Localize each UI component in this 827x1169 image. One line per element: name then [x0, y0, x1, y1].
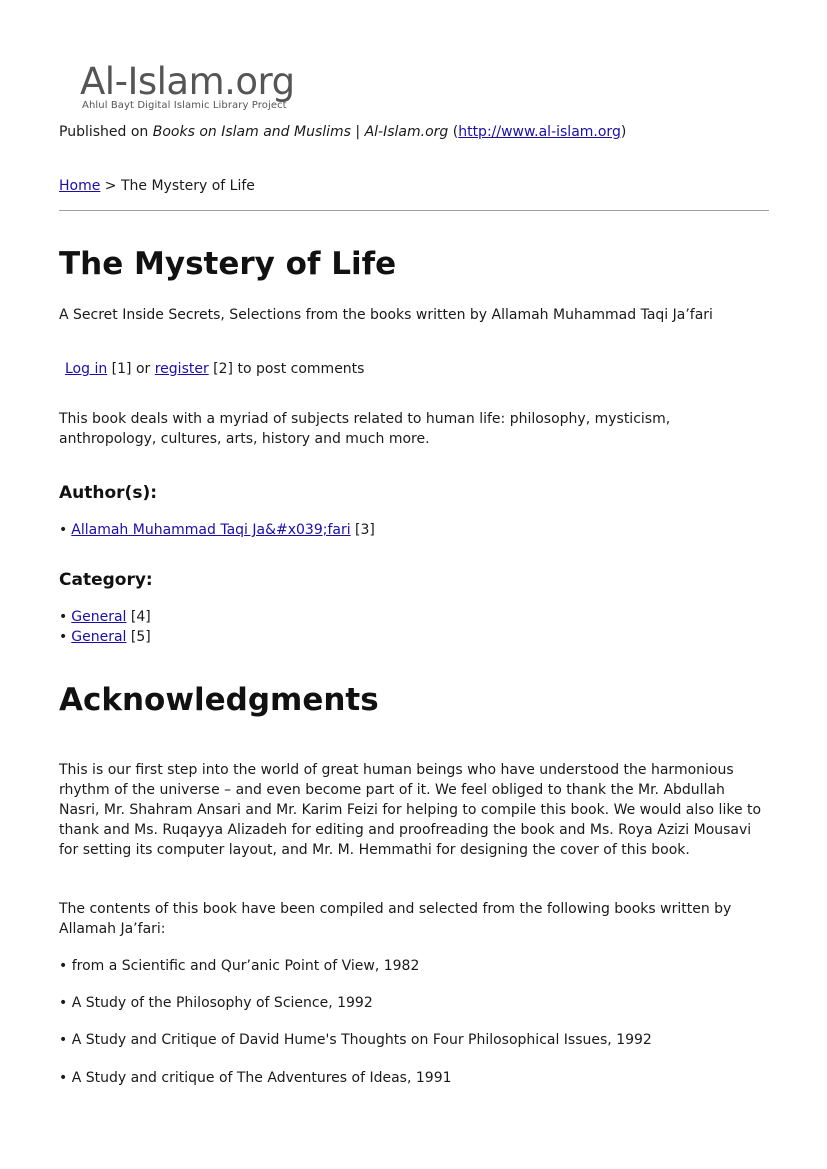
breadcrumb-separator: > — [100, 178, 121, 194]
published-close: ) — [620, 124, 627, 140]
breadcrumb — [59, 178, 255, 194]
sources-intro: The contents of this book have been compiled and selected from the following books written by Allamah Ja’fari: — [59, 901, 732, 937]
site-logo[interactable] — [80, 62, 320, 120]
bullet-icon: • — [59, 609, 68, 625]
book-subtitle: A Secret Inside Secrets, Selections from the books written by Allamah Muhammad Taqi Ja’fari — [59, 307, 713, 323]
source-book-item: • A Study of the Philosophy of Science, 1992 — [59, 995, 373, 1011]
book-description: This book deals with a myriad of subjects related to human life: philosophy, mysticism, anthropology, cultures, arts, history and much more. — [59, 411, 671, 447]
category-list — [59, 607, 151, 647]
login-ref: [1] or — [107, 361, 155, 377]
list-item — [59, 607, 151, 627]
acknowledgments-paragraph: This is our first step into the world of great human beings who have understood the harmonious rhythm of the universe – and even become part of it. We feel obliged to thank the Mr. Abdullah Nasri, Mr. Shahram Ansari and Mr. Karim Feizi for helping to compile this book. We would also like to thank and Ms. Ruqayya Alizadeh for editing and proofreading the book and Ms. Roya Azizi Mousavi for setting its computer layout, and Mr. M. Hemmathi for designing the cover of this book. — [59, 762, 762, 858]
published-line — [59, 124, 626, 140]
list-item — [59, 627, 151, 647]
login-line — [65, 359, 775, 379]
site-url-link[interactable]: http://www.al-islam.org — [458, 124, 621, 140]
breadcrumb-home-link[interactable]: Home — [59, 178, 101, 194]
bullet-icon: • — [59, 629, 68, 645]
header-divider — [59, 210, 769, 211]
author-link[interactable]: Allamah Muhammad Taqi Ja&#x039;fari — [71, 522, 351, 538]
acknowledgments-heading: Acknowledgments — [59, 682, 379, 718]
published-open: ( — [448, 124, 459, 140]
register-ref: [2] to post comments — [208, 361, 365, 377]
bullet-icon: • — [59, 522, 68, 538]
logo-wordmark: Al-Islam.org — [80, 60, 295, 103]
register-link[interactable]: register — [154, 361, 209, 377]
login-link[interactable]: Log in — [65, 361, 108, 377]
logo-tagline: Ahlul Bayt Digital Islamic Library Project — [82, 100, 287, 111]
category-ref: [5] — [126, 629, 151, 645]
category-heading: Category: — [59, 570, 153, 590]
page-title: The Mystery of Life — [59, 246, 397, 282]
source-book-item: • A Study and Critique of David Hume's Thoughts on Four Philosophical Issues, 1992 — [59, 1032, 652, 1048]
category-ref: [4] — [126, 609, 151, 625]
list-item — [59, 520, 375, 540]
category-link[interactable]: General — [71, 629, 127, 645]
category-link[interactable]: General — [71, 609, 127, 625]
source-book-item: • from a Scientific and Qur’anic Point of View, 1982 — [59, 958, 420, 974]
source-book-item: • A Study and critique of The Adventures of Ideas, 1991 — [59, 1070, 452, 1086]
authors-list — [59, 520, 375, 540]
authors-heading: Author(s): — [59, 483, 158, 503]
author-ref: [3] — [350, 522, 375, 538]
published-prefix: Published on — [59, 124, 153, 140]
breadcrumb-current: The Mystery of Life — [120, 178, 255, 194]
published-site: Books on Islam and Muslims | Al-Islam.org — [152, 124, 449, 140]
